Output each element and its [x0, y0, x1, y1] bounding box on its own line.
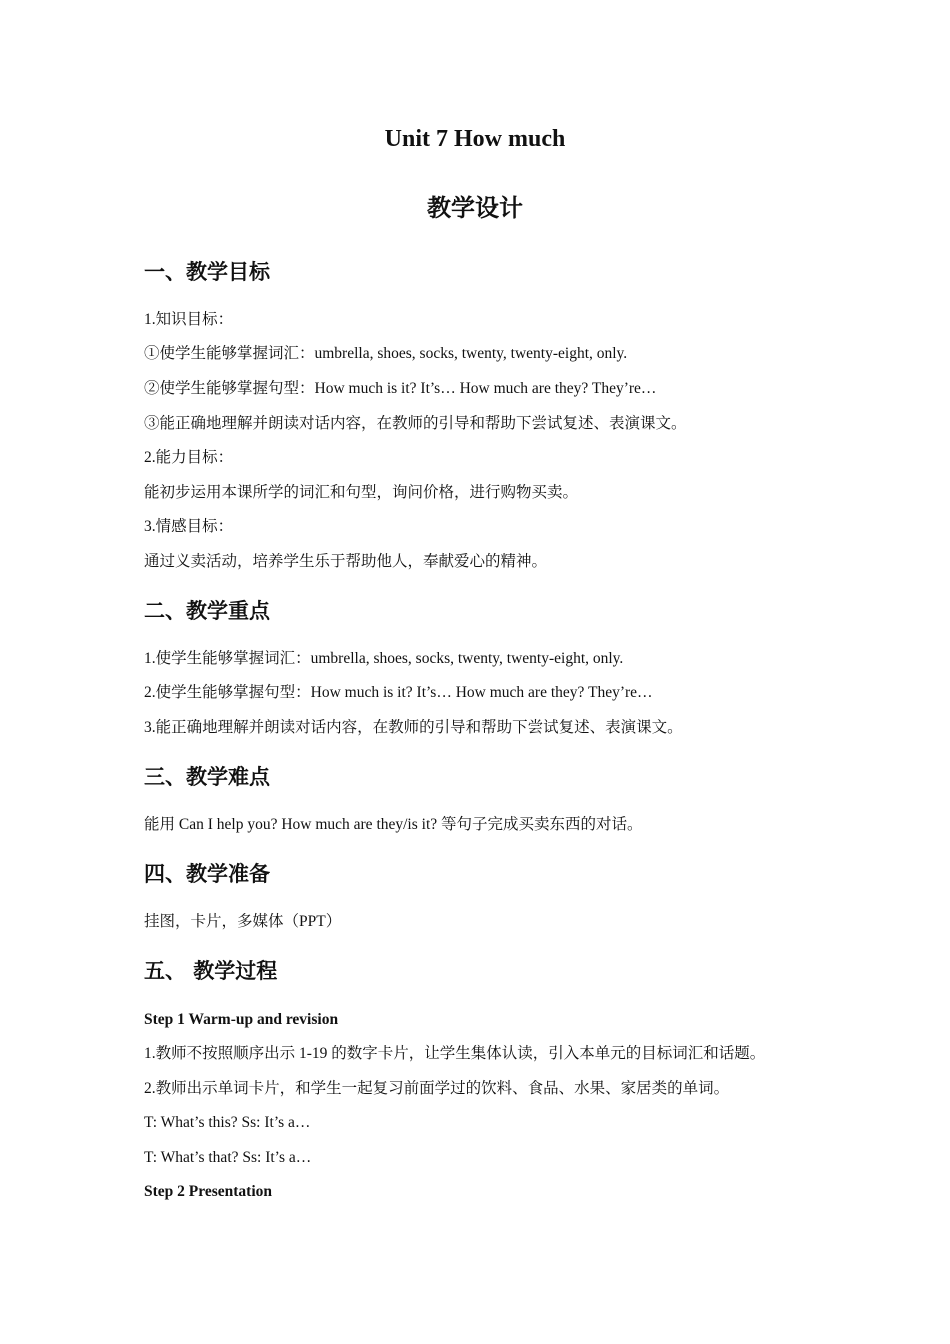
step-heading: Step 2 Presentation: [144, 1183, 273, 1200]
text-line: ③能正确地理解并朗读对话内容，在教师的引导和帮助下尝试复述、表演课文。: [144, 415, 687, 432]
text-line: 2.教师出示单词卡片，和学生一起复习前面学过的饮料、食品、水果、家居类的单词。: [144, 1080, 730, 1097]
text-line: 挂图，卡片，多媒体（PPT）: [144, 913, 342, 930]
text-line: 3.情感目标：: [144, 518, 234, 535]
step-heading: Step 1 Warm-up and revision: [144, 1011, 339, 1028]
text-line: 1.使学生能够掌握词汇：umbrella, shoes, socks, twenty, twenty-eight, only.: [144, 650, 624, 667]
section-heading-difficulties: 三、教学难点: [144, 765, 270, 789]
text-line: ①使学生能够掌握词汇：umbrella, shoes, socks, twenty, twenty-eight, only.: [144, 345, 628, 362]
text-line: 通过义卖活动，培养学生乐于帮助他人，奉献爱心的精神。: [144, 553, 548, 570]
text-line: T: What’s that? Ss: It’s a…: [144, 1149, 312, 1166]
text-line: 能初步运用本课所学的词汇和句型，询问价格，进行购物买卖。: [144, 484, 579, 501]
text-line: 1.知识目标：: [144, 311, 234, 328]
text-line: 2.能力目标：: [144, 449, 234, 466]
document-subtitle: 教学设计: [427, 194, 523, 222]
section-heading-process: 五、 教学过程: [144, 959, 278, 983]
section-heading-objectives: 一、教学目标: [144, 260, 270, 284]
section-heading-key-points: 二、教学重点: [144, 599, 270, 623]
text-line: 能用 Can I help you? How much are they/is it? 等句子完成买卖东西的对话。: [144, 816, 643, 833]
document-title: Unit 7 How much: [384, 126, 566, 152]
section-heading-preparation: 四、教学准备: [144, 862, 270, 886]
text-line: 2.使学生能够掌握句型：How much is it? It’s… How much are they? They’re…: [144, 684, 653, 701]
text-line: ②使学生能够掌握句型：How much is it? It’s… How much are they? They’re…: [144, 380, 657, 397]
text-line: 3.能正确地理解并朗读对话内容，在教师的引导和帮助下尝试复述、表演课文。: [144, 719, 683, 736]
text-line: 1.教师不按照顺序出示 1-19 的数字卡片，让学生集体认读，引入本单元的目标词汇和话题。: [144, 1045, 766, 1062]
text-line: T: What’s this? Ss: It’s a…: [144, 1114, 311, 1131]
